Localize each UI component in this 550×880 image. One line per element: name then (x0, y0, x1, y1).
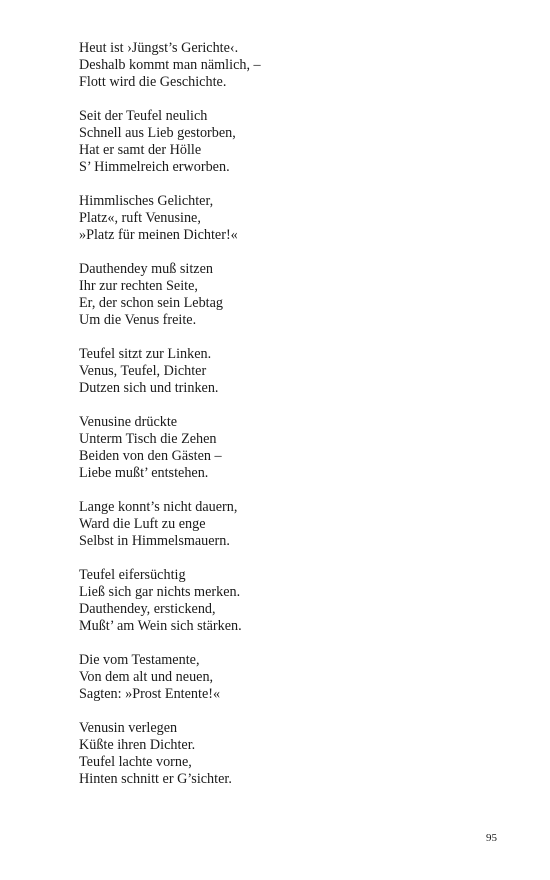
poem-line: Ließ sich gar nichts merken. (79, 584, 241, 600)
poem-line: Platz«, ruft Venusine, (79, 210, 201, 226)
poem-line: Selbst in Himmelsmauern. (79, 533, 230, 549)
poem-stanza (79, 499, 499, 550)
poem-line: Ihr zur rechten Seite, (79, 278, 198, 294)
poem-line: Von dem alt und neuen, (79, 669, 214, 685)
poem-line: Dauthendey muß sitzen (79, 261, 213, 277)
poem-line: S’ Himmelreich erworben. (79, 159, 230, 175)
poem-line: Um die Venus freite. (79, 312, 197, 328)
poem-line: Hinten schnitt er G’sichter. (79, 771, 232, 787)
poem-line: »Platz für meinen Dichter!« (79, 227, 238, 243)
poem-line: Die vom Testamente, (79, 652, 200, 668)
poem-line: Venus, Teufel, Dichter (79, 363, 207, 379)
poem-stanza (79, 346, 499, 397)
poem-stanza (79, 652, 499, 703)
poem-line: Dutzen sich und trinken. (79, 380, 219, 396)
poem-stanza (79, 40, 499, 91)
poem-line: Venusine drückte (79, 414, 178, 430)
poem-line: Himmlisches Gelichter, (79, 193, 214, 209)
poem-line: Teufel sitzt zur Linken. (79, 346, 212, 362)
poem-line: Venusin verlegen (79, 720, 178, 736)
poem-line: Er, der schon sein Lebtag (79, 295, 224, 311)
poem-line: Liebe mußt’ entstehen. (79, 465, 209, 481)
poem-line: Schnell aus Lieb gestorben, (79, 125, 236, 141)
poem-stanza (79, 193, 499, 244)
poem-line: Küßte ihren Dichter. (79, 737, 196, 753)
poem-stanza (79, 414, 499, 482)
poem-line: Teufel eifersüchtig (79, 567, 186, 583)
poem-line: Seit der Teufel neulich (79, 108, 208, 124)
poem-stanza (79, 567, 499, 635)
poem-line: Sagten: »Prost Entente!« (79, 686, 221, 702)
poem-line: Ward die Luft zu enge (79, 516, 206, 532)
poem-line: Heut ist ›Jüngst’s Gerichte‹. (79, 40, 239, 56)
poem-stanza (79, 108, 499, 176)
poem-line: Lange konnt’s nicht dauern, (79, 499, 238, 515)
poem-line: Hat er samt der Hölle (79, 142, 202, 158)
poem-line: Teufel lachte vorne, (79, 754, 192, 770)
poem-stanza (79, 261, 499, 329)
poem-line: Beiden von den Gästen – (79, 448, 222, 464)
poem-line: Deshalb kommt man nämlich, – (79, 57, 261, 73)
poem-stanza (79, 720, 499, 788)
poem-line: Flott wird die Geschichte. (79, 74, 227, 90)
poem-line: Unterm Tisch die Zehen (79, 431, 217, 447)
poem-text (79, 40, 499, 805)
poem-line: Mußt’ am Wein sich stärken. (79, 618, 242, 634)
page-number: 95 (486, 832, 497, 844)
poem-line: Dauthendey, erstickend, (79, 601, 216, 617)
